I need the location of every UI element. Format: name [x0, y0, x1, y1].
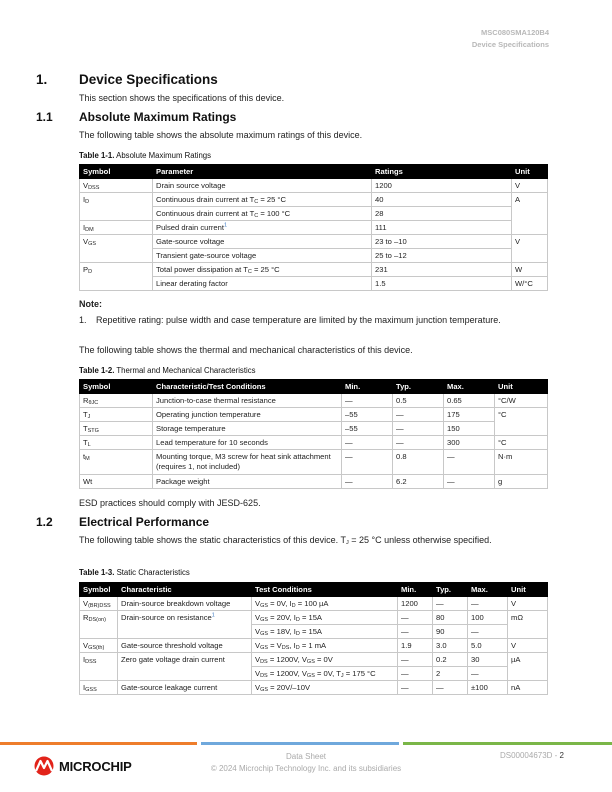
esd-note: ESD practices should comply with JESD-625. — [79, 498, 261, 508]
caption-label: Table 1-3. — [79, 568, 115, 577]
logo-wordmark: MICROCHIP — [59, 758, 132, 774]
note-item — [79, 314, 539, 326]
rating-cell: 28 — [372, 207, 512, 221]
t3-header: Max. — [468, 583, 508, 597]
parameter-cell: Linear derating factor — [153, 277, 372, 291]
rating-cell: 1200 — [372, 179, 512, 193]
t3-header: Test Conditions — [252, 583, 398, 597]
unit-cell: g — [495, 475, 548, 489]
rating-cell: 25 to –12 — [372, 249, 512, 263]
parameter-cell: Pulsed drain current$^1$ — [153, 221, 372, 235]
table-row — [80, 221, 548, 235]
table-row — [80, 681, 548, 695]
symbol-cell: $t_M$ — [80, 450, 153, 475]
table-caption — [79, 151, 211, 160]
t1-header: Symbol — [80, 165, 153, 179]
typ-cell: 3.0 — [433, 639, 468, 653]
parameter-cell: Transient gate-source voltage — [153, 249, 372, 263]
unit-cell: A — [512, 193, 548, 235]
parameter-cell: Continuous drain current at $T_C = 25$ °C — [153, 193, 372, 207]
max-cell: 100 — [468, 611, 508, 625]
typ-cell: 90 — [433, 625, 468, 639]
unit-cell: µA — [508, 653, 548, 681]
condition-cell: $V_{GS} = V_{DS}$, $I_D = 1$ mA — [252, 639, 398, 653]
section-title: Device Specifications — [79, 72, 218, 87]
condition-cell: $V_{DS} = 1200V$, $V_{GS} = 0V$, $T_J = 175$ °C — [252, 667, 398, 681]
symbol-cell: $T_{STG}$ — [80, 422, 153, 436]
t1-header: Parameter — [153, 165, 372, 179]
t2-header: Max. — [444, 380, 495, 394]
subsection-intro: The following table shows the absolute maximum ratings of this device. — [79, 130, 363, 140]
page-number: 2 — [559, 751, 564, 760]
symbol-cell: $I_D$ — [80, 193, 153, 221]
section-heading — [36, 72, 218, 87]
table-row — [80, 422, 548, 436]
min-cell: — — [342, 394, 393, 408]
intro-text-b: = 25 °C unless otherwise specified. — [348, 535, 492, 545]
symbol-cell: $V_{(BR)DSS}$ — [80, 597, 118, 611]
caption-title: Thermal and Mechanical Characteristics — [116, 366, 256, 375]
parameter-cell: Drain source voltage — [153, 179, 372, 193]
unit-cell: °C — [495, 408, 548, 436]
max-cell: 30 — [468, 653, 508, 667]
static-characteristics-table — [79, 582, 548, 695]
subsection-heading — [36, 515, 209, 529]
t1-header: Ratings — [372, 165, 512, 179]
table-row — [80, 450, 548, 475]
typ-cell: — — [393, 408, 444, 422]
note-text: Repetitive rating: pulse width and case temperature are limited by the maximum junction temperature. — [96, 315, 501, 325]
max-cell: — — [444, 475, 495, 489]
footer-copyright: © 2024 Microchip Technology Inc. and its subsidiaries — [210, 764, 402, 773]
microchip-logo — [32, 756, 132, 776]
parameter-cell: Gate-source voltage — [153, 235, 372, 249]
min-cell: — — [398, 625, 433, 639]
max-cell: 300 — [444, 436, 495, 450]
typ-cell: — — [433, 681, 468, 695]
symbol-cell: $V_{GS(th)}$ — [80, 639, 118, 653]
subsection-heading — [36, 110, 236, 124]
min-cell: –55 — [342, 408, 393, 422]
characteristic-cell: Storage temperature — [153, 422, 342, 436]
unit-cell: W/°C — [512, 277, 548, 291]
typ-cell: — — [393, 436, 444, 450]
min-cell: –55 — [342, 422, 393, 436]
table-row — [80, 639, 548, 653]
caption-label: Table 1-1. — [79, 151, 115, 160]
typ-cell: 0.8 — [393, 450, 444, 475]
min-cell: — — [398, 681, 433, 695]
min-cell: — — [342, 450, 393, 475]
table-row — [80, 611, 548, 625]
characteristic-cell: Mounting torque, M3 screw for heat sink attachment (requires 1, not included) — [153, 450, 342, 475]
table-row — [80, 179, 548, 193]
min-cell: 1.9 — [398, 639, 433, 653]
t3-header: Characteristic — [118, 583, 252, 597]
footer-bar-blue — [201, 742, 399, 745]
characteristic-cell: Drain-source breakdown voltage — [118, 597, 252, 611]
t2-header: Symbol — [80, 380, 153, 394]
typ-cell: 0.2 — [433, 653, 468, 667]
characteristic-cell: Package weight — [153, 475, 342, 489]
typ-cell: 6.2 — [393, 475, 444, 489]
section-number: 1. — [36, 72, 48, 87]
rating-cell: 1.5 — [372, 277, 512, 291]
max-cell: 5.0 — [468, 639, 508, 653]
note-heading: Note: — [79, 299, 102, 309]
symbol-cell: $I_{DSS}$ — [80, 653, 118, 681]
t3-header: Min. — [398, 583, 433, 597]
max-cell: ±100 — [468, 681, 508, 695]
table-caption — [79, 366, 256, 375]
symbol-cell: $I_{GSS}$ — [80, 681, 118, 695]
thermal-intro: The following table shows the thermal and mechanical characteristics of this device. — [79, 345, 413, 355]
typ-cell: 0.5 — [393, 394, 444, 408]
condition-cell: $V_{GS} = 20V$, $I_D = 15A$ — [252, 611, 398, 625]
characteristic-cell: Drain-source on resistance$^1$ — [118, 611, 252, 639]
max-cell: 175 — [444, 408, 495, 422]
caption-label: Table 1-2. — [79, 366, 115, 375]
microchip-logo-icon — [32, 756, 56, 776]
condition-cell: $V_{GS} = 18V$, $I_D = 15A$ — [252, 625, 398, 639]
table-row — [80, 263, 548, 277]
unit-cell: W — [512, 263, 548, 277]
unit-cell: V — [512, 179, 548, 193]
header-section: Device Specifications — [471, 40, 549, 49]
unit-cell: N·m — [495, 450, 548, 475]
caption-title: Absolute Maximum Ratings — [116, 151, 212, 160]
max-cell: — — [444, 450, 495, 475]
symbol-cell: $P_D$ — [80, 263, 153, 291]
typ-cell: — — [433, 597, 468, 611]
typ-cell: 80 — [433, 611, 468, 625]
subsection-number: 1.2 — [36, 515, 53, 529]
table-row — [80, 597, 548, 611]
unit-cell: nA — [508, 681, 548, 695]
condition-cell: $V_{GS} = 20V/-10V$ — [252, 681, 398, 695]
running-header — [472, 27, 549, 51]
characteristic-cell: Lead temperature for 10 seconds — [153, 436, 342, 450]
min-cell: — — [342, 436, 393, 450]
section-intro: This section shows the specifications of this device. — [79, 93, 285, 103]
table-row — [80, 408, 548, 422]
t3-header: Symbol — [80, 583, 118, 597]
symbol-cell: $R_{DS(on)}$ — [80, 611, 118, 639]
symbol-cell: $I_{DM}$ — [80, 221, 153, 235]
subsection-title: Absolute Maximum Ratings — [79, 110, 237, 124]
unit-cell: V — [512, 235, 548, 263]
symbol-cell: $V_{DSS}$ — [80, 179, 153, 193]
symbol-cell: $T_J$ — [80, 408, 153, 422]
symbol-cell: $V_{GS}$ — [80, 235, 153, 263]
symbol-cell: Wt — [80, 475, 153, 489]
t2-header: Characteristic/Test Conditions — [153, 380, 342, 394]
min-cell: — — [342, 475, 393, 489]
unit-cell: mΩ — [508, 611, 548, 639]
t3-header: Unit — [508, 583, 548, 597]
unit-cell: V — [508, 639, 548, 653]
absolute-max-ratings-table — [79, 164, 548, 291]
table-row — [80, 394, 548, 408]
footer-bar-green — [403, 742, 612, 745]
min-cell: 1200 — [398, 597, 433, 611]
t2-header: Unit — [495, 380, 548, 394]
max-cell: 150 — [444, 422, 495, 436]
t3-header: Typ. — [433, 583, 468, 597]
header-part-number: MSC080SMA120B4 — [481, 28, 549, 37]
subsection-number: 1.1 — [36, 110, 53, 124]
max-cell: — — [468, 625, 508, 639]
min-cell: — — [398, 611, 433, 625]
table-row — [80, 475, 548, 489]
characteristic-cell: Junction-to-case thermal resistance — [153, 394, 342, 408]
doc-id: DS00004673D — [499, 751, 553, 760]
electrical-intro — [79, 534, 539, 546]
characteristic-cell: Gate-source threshold voltage — [118, 639, 252, 653]
max-cell: 0.65 — [444, 394, 495, 408]
doc-sep: - — [552, 751, 560, 760]
min-cell: — — [398, 653, 433, 667]
table-row — [80, 235, 548, 249]
subsection-title: Electrical Performance — [79, 515, 210, 529]
symbol-cell: $R_{\theta JC}$ — [80, 394, 153, 408]
symbol-cell: $T_L$ — [80, 436, 153, 450]
min-cell: — — [398, 667, 433, 681]
condition-cell: $V_{DS} = 1200V$, $V_{GS} = 0V$ — [252, 653, 398, 667]
parameter-cell: Total power dissipation at $T_C = 25$ °C — [153, 263, 372, 277]
t2-header: Min. — [342, 380, 393, 394]
rating-cell: 231 — [372, 263, 512, 277]
caption-title: Static Characteristics — [116, 568, 190, 577]
note-number: 1. — [79, 315, 87, 325]
unit-cell: °C — [495, 436, 548, 450]
footer-bar-orange — [0, 742, 197, 745]
intro-sub: J — [345, 540, 349, 546]
t2-header: Typ. — [393, 380, 444, 394]
parameter-cell: Continuous drain current at $T_C = 100$ °C — [153, 207, 372, 221]
condition-cell: $V_{GS} = 0V$, $I_D = 100$ µA — [252, 597, 398, 611]
table-row — [80, 436, 548, 450]
t1-header: Unit — [512, 165, 548, 179]
unit-cell: °C/W — [495, 394, 548, 408]
characteristic-cell: Zero gate voltage drain current — [118, 653, 252, 681]
rating-cell: 40 — [372, 193, 512, 207]
max-cell: — — [468, 667, 508, 681]
rating-cell: 111 — [372, 221, 512, 235]
table-row — [80, 653, 548, 667]
typ-cell: 2 — [433, 667, 468, 681]
max-cell: — — [468, 597, 508, 611]
characteristic-cell: Operating junction temperature — [153, 408, 342, 422]
table-caption — [79, 568, 190, 577]
rating-cell: 23 to –10 — [372, 235, 512, 249]
footer-doc-id — [500, 751, 564, 760]
unit-cell: V — [508, 597, 548, 611]
intro-text-a: The following table shows the static characteristics of this device. T — [79, 535, 346, 545]
characteristic-cell: Gate-source leakage current — [118, 681, 252, 695]
typ-cell: — — [393, 422, 444, 436]
table-row — [80, 193, 548, 207]
thermal-mechanical-table — [79, 379, 548, 489]
footer-doc-type: Data Sheet — [285, 752, 327, 761]
